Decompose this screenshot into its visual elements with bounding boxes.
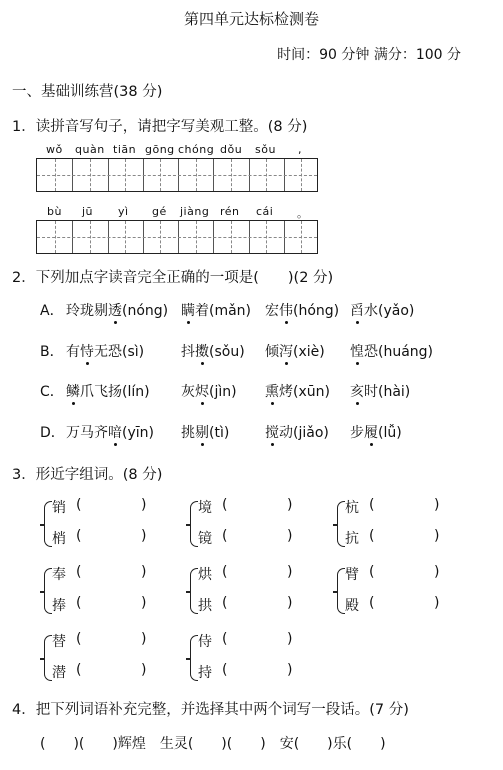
dotted-char: 烬 [195,384,209,400]
word-part: 水(yǎo) [364,303,415,319]
answer-paren-close: ) [287,497,293,513]
question-1-prompt: 1．读拼音写句子，请把字写美观工整。(8 分) [12,119,308,135]
answer-paren-open[interactable]: ( [222,595,228,611]
answer-paren-close: ) [141,528,147,544]
dotted-char: 瞒 [181,303,195,319]
dotted-char: 泻 [279,344,293,360]
answer-paren-close: ) [287,564,293,580]
char: 境 [198,500,212,516]
option-label[interactable]: B． [40,344,64,360]
option-word [265,341,325,361]
grid-guide [37,175,317,176]
dotted-char: 舀 [350,303,364,319]
pinyin: yì [118,205,129,218]
dotted-char: 搅 [265,425,279,441]
word-part: 步 [350,425,364,441]
answer-paren-open[interactable]: ( [369,564,375,580]
question-3-prompt: 3．形近字组词。(8 分) [12,467,163,483]
answer-paren-open[interactable]: ( [369,497,375,513]
word-part: 有 [66,344,80,360]
dotted-char: 擞 [195,344,209,360]
answer-paren-open[interactable]: ( [369,528,375,544]
answer-paren-close: ) [287,662,293,678]
pinyin: bù [47,205,62,218]
answer-paren-close: ) [434,564,440,580]
exam-meta: 时间：90 分钟 满分：100 分 [277,47,461,63]
char: 梢 [52,531,66,547]
word-part: 爪飞扬(lín) [80,384,150,400]
pinyin: tiān [113,143,137,156]
word-part: 恐(huáng) [364,344,434,360]
option-word [265,422,329,442]
char: 殿 [345,598,359,614]
option-word [350,300,414,320]
question-2-prompt: 2．下列加点字读音完全正确的一项是( )(2 分) [12,270,334,286]
answer-paren-close: ) [287,528,293,544]
word-part: 时(hài) [364,384,411,400]
answer-paren-close: ) [434,595,440,611]
writing-grid-2[interactable] [36,220,318,254]
word-part: (hóng) [293,303,340,319]
brace [190,635,198,681]
answer-paren-open[interactable]: ( [76,497,82,513]
dotted-char: 喑 [108,425,122,441]
dotted-char: 伟 [279,303,293,319]
option-word [66,422,154,442]
char: 销 [52,500,66,516]
word-part: 玲珑剔 [66,303,108,319]
answer-paren-open[interactable]: ( [76,595,82,611]
section-1-title: 一、基础训练营(38 分) [12,84,163,100]
brace [190,501,198,547]
word-part: (nóng) [122,303,169,319]
word-part: 倾 [265,344,279,360]
char: 侍 [198,634,212,650]
dotted-char: 恃 [80,344,94,360]
pinyin: quàn [75,143,105,156]
option-word [350,381,410,401]
char: 替 [52,634,66,650]
word-part: (jìn) [209,384,237,400]
option-word [181,422,229,442]
word-part: 宏 [265,303,279,319]
word-part: (tì) [209,425,230,441]
char: 杭 [345,500,359,516]
char: 抗 [345,531,359,547]
char: 拱 [198,598,212,614]
option-word [181,341,245,361]
brace [337,501,345,547]
answer-paren-close: ) [141,564,147,580]
answer-paren-open[interactable]: ( [76,528,82,544]
char: 镜 [198,531,212,547]
pinyin: jiàng [180,205,210,218]
answer-paren-open[interactable]: ( [222,564,228,580]
pinyin: sǒu [255,143,276,156]
word-part: 无恐(sì) [94,344,145,360]
word-part: (lǚ) [378,425,402,441]
pinyin: gōng [145,143,175,156]
word-part: 万马齐 [66,425,108,441]
word-part: (xiè) [293,344,325,360]
pinyin: dǒu [220,143,243,156]
answer-paren-close: ) [141,497,147,513]
char: 烘 [198,567,212,583]
answer-paren-close: ) [434,528,440,544]
char: 潜 [52,665,66,681]
pinyin: chóng [178,143,215,156]
brace [44,568,52,614]
answer-paren-open[interactable]: ( [222,528,228,544]
page-title: 第四单元达标检测卷 [183,10,319,28]
answer-paren-open[interactable]: ( [76,564,82,580]
char: 奉 [52,567,66,583]
pinyin: jū [82,205,94,218]
answer-paren-open[interactable]: ( [222,631,228,647]
writing-grid-1[interactable] [36,158,318,192]
word-part: 动(jiǎo) [279,425,329,441]
pinyin: wǒ [46,143,63,156]
option-word [66,381,150,401]
word-part: (yīn) [122,425,154,441]
char: 捧 [52,598,66,614]
brace [44,501,52,547]
answer-paren-close: ) [287,595,293,611]
answer-paren-open[interactable]: ( [76,662,82,678]
word-part: 抖 [181,344,195,360]
pinyin: rén [220,205,240,218]
answer-paren-close: ) [434,497,440,513]
question-4-prompt: 4．把下列词语补充完整，并选择其中两个词写一段话。(7 分) [12,702,409,718]
pinyin: cái [256,205,274,218]
option-word [181,300,251,320]
dotted-char: 熏 [265,384,279,400]
word-part: 灰 [181,384,195,400]
answer-paren-open[interactable]: ( [222,662,228,678]
answer-paren-close: ) [141,595,147,611]
option-label[interactable]: C． [40,384,64,400]
answer-paren-open[interactable]: ( [76,631,82,647]
word-part: 着(mǎn) [195,303,252,319]
answer-paren-open[interactable]: ( [369,595,375,611]
answer-paren-close: ) [141,662,147,678]
option-word [265,381,330,401]
dotted-char: 亥 [350,384,364,400]
dotted-char: 惶 [350,344,364,360]
brace [337,568,345,614]
option-word [350,341,433,361]
option-word [265,300,339,320]
brace [190,568,198,614]
brace [44,635,52,681]
answer-paren-close: ) [287,631,293,647]
answer-paren-open[interactable]: ( [222,497,228,513]
option-word [350,422,402,442]
option-word [66,341,144,361]
option-label[interactable]: D． [40,425,65,441]
dotted-char: 履 [364,425,378,441]
option-word [181,381,237,401]
dotted-char: 透 [108,303,122,319]
grid-guide [37,237,317,238]
answer-paren-close: ) [141,631,147,647]
word-part: 挑 [181,425,195,441]
option-label[interactable]: A． [40,303,64,319]
word-part: (sǒu) [209,344,245,360]
question-4-words: ( )( )辉煌 生灵( )( ) 安( )乐( ) [40,736,386,752]
char: 臂 [345,567,359,583]
pinyin: 。 [297,207,309,220]
dotted-char: 剔 [195,425,209,441]
word-part: 烤(xūn) [279,384,330,400]
char: 持 [198,665,212,681]
dotted-char: 鳞 [66,384,80,400]
pinyin: , [298,143,302,156]
pinyin: gé [152,205,167,218]
option-word [66,300,168,320]
